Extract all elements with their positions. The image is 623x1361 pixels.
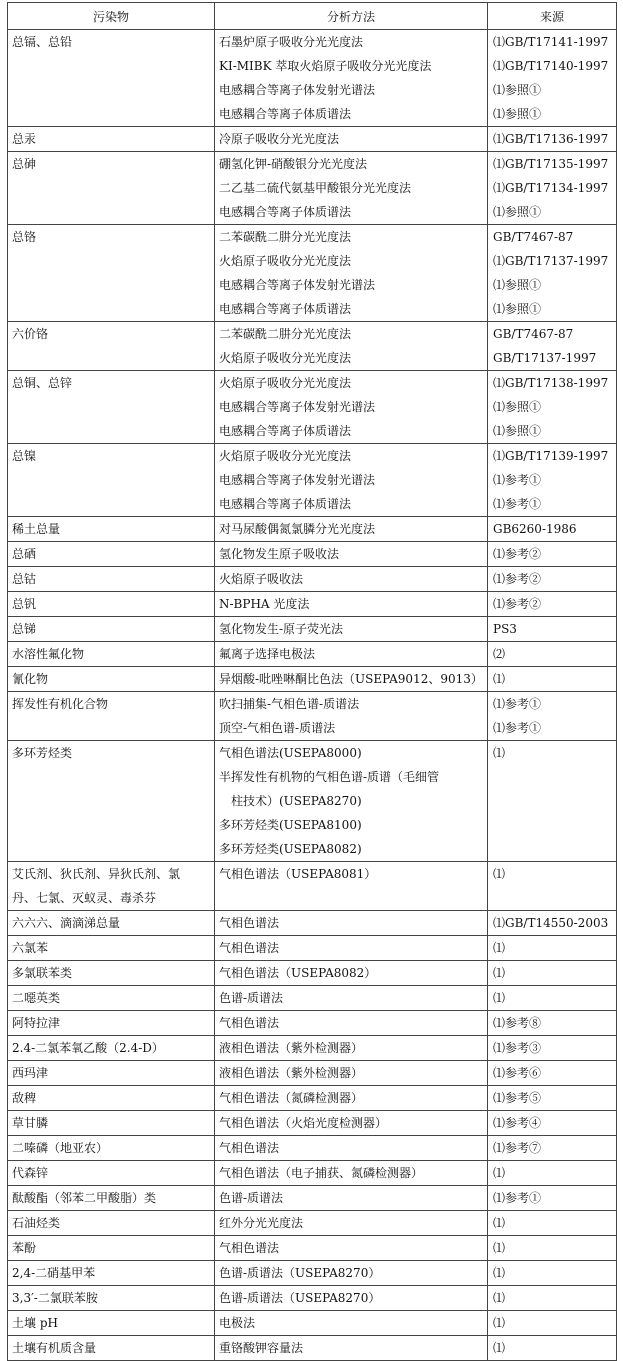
table-row [8,1036,617,1061]
pollutant-line: 2,4-二硝基甲苯 [12,1266,96,1280]
pollutant-cell [8,1011,215,1036]
pollutant-line: 代森锌 [12,1166,49,1180]
source-line: ⑴ [493,672,506,686]
header-method: 分析方法 [215,3,488,30]
source-line: ⑴参考② [493,547,542,561]
pollutant-line: 稀土总量 [12,522,61,536]
source-cell [488,152,617,225]
table-row [8,692,617,741]
table-row [8,567,617,592]
method-cell [215,1236,488,1261]
source-line: ⑴参考① [493,697,542,711]
method-cell [215,741,488,862]
pollutant-line: 土壤 pH [12,1316,58,1330]
source-line: ⑴参考⑤ [493,1091,542,1105]
pollutant-cell [8,567,215,592]
method-cell [215,30,488,127]
pollutant-line: 挥发性有机化合物 [12,697,109,711]
method-cell [215,225,488,322]
source-cell [488,1136,617,1161]
method-cell [215,517,488,542]
pollutant-cell [8,911,215,936]
method-line: 二乙基二硫代氨基甲酸银分光光度法 [219,181,412,195]
pollutant-line: 多氯联苯类 [12,966,73,980]
method-line: 柱技术）(USEPA8270) [231,794,362,808]
source-cell [488,517,617,542]
source-line: ⑴ [493,867,506,881]
pollutant-cell [8,1086,215,1111]
method-line: 电感耦合等离子体发射光谱法 [219,83,376,97]
method-line: 液相色谱法（紫外检测器） [219,1066,364,1080]
pollutant-cell [8,1211,215,1236]
method-line: 电感耦合等离子体质谱法 [219,205,352,219]
pollutant-line: 总铬 [12,230,37,244]
method-line: 顶空-气相色谱-质谱法 [219,721,336,735]
table-row [8,127,617,152]
method-cell [215,444,488,517]
table-row [8,1211,617,1236]
table-row [8,1011,617,1036]
pollutant-cell [8,1261,215,1286]
source-cell [488,1236,617,1261]
pollutant-line: 阿特拉津 [12,1016,61,1030]
pollutant-line: 总砷 [12,157,37,171]
source-cell [488,444,617,517]
method-cell [215,617,488,642]
table-row [8,592,617,617]
source-line: ⑴参照① [493,400,542,414]
pollutant-cell [8,1061,215,1086]
pollutant-cell [8,1111,215,1136]
method-cell [215,152,488,225]
table-row [8,642,617,667]
pollutant-line: 总钒 [12,597,37,611]
pollutant-line: 氰化物 [12,672,49,686]
method-line: 石墨炉原子吸收分光光度法 [219,35,364,49]
source-line: ⑴ [493,1241,506,1255]
source-line: ⑴GB/T17136-1997 [493,132,609,146]
source-cell [488,911,617,936]
source-line: ⑴参考① [493,721,542,735]
source-cell [488,371,617,444]
source-line: ⑴GB/T17134-1997 [493,181,609,195]
method-line: 电感耦合等离子体发射光谱法 [219,400,376,414]
source-cell [488,592,617,617]
method-line: 电感耦合等离子体发射光谱法 [219,278,376,292]
source-cell [488,1311,617,1336]
source-cell [488,986,617,1011]
source-line: ⑴参考③ [493,1041,542,1055]
method-line: 气相色谱法 [219,916,280,930]
source-line: ⑵ [493,647,506,661]
source-line: ⑴参考⑥ [493,1066,542,1080]
method-line: 气相色谱法（USEPA8081） [219,867,377,881]
source-line: ⑴参照① [493,302,542,316]
method-cell [215,1286,488,1311]
source-line: ⑴GB/T17135-1997 [493,157,609,171]
method-line: 二苯碳酰二肼分光光度法 [219,230,352,244]
source-line: ⑴ [493,1341,506,1355]
pollutant-line: 六氯苯 [12,941,49,955]
pollutant-cell [8,936,215,961]
source-line: ⑴ [493,1216,506,1230]
method-cell [215,911,488,936]
method-cell [215,371,488,444]
source-cell [488,936,617,961]
table-row [8,1236,617,1261]
table-row [8,322,617,371]
table-row [8,1261,617,1286]
pollutant-line: 3,3′-二氯联苯胺 [12,1291,98,1305]
header-pollutant: 污染物 [8,3,215,30]
source-line: ⑴参照① [493,278,542,292]
method-line: 气相色谱法 [219,941,280,955]
source-line: ⑴参考① [493,473,542,487]
pollutant-line: 艾氏剂、狄氏剂、异狄氏剂、氯 [12,867,181,881]
pollutant-cell [8,1186,215,1211]
method-line: 电极法 [219,1316,256,1330]
method-line: KI-MIBK 萃取火焰原子吸收分光光度法 [219,59,432,73]
method-line: 电感耦合等离子体质谱法 [219,107,352,121]
table-row [8,1136,617,1161]
method-line: 对马尿酸偶氮氯膦分光光度法 [219,522,376,536]
source-line: ⑴参考② [493,597,542,611]
pollutant-line: 草甘膦 [12,1116,49,1130]
source-cell [488,1011,617,1036]
method-line: 电感耦合等离子体质谱法 [219,302,352,316]
method-cell [215,1011,488,1036]
pollutant-cell [8,667,215,692]
source-line: GB6260-1986 [493,522,577,536]
table-row [8,617,617,642]
method-line: 氢化物发生-原子荧光法 [219,622,344,636]
pollutant-line: 总铜、总锌 [12,376,73,390]
pollutant-cell [8,127,215,152]
table-row [8,1111,617,1136]
method-cell [215,862,488,911]
source-cell [488,225,617,322]
method-cell [215,542,488,567]
pollutant-cell [8,741,215,862]
table-row [8,1186,617,1211]
pollutant-line: 西玛津 [12,1066,49,1080]
method-line: 色谱-质谱法（USEPA8270） [219,1291,381,1305]
source-line: ⑴参照① [493,205,542,219]
source-line: ⑴ [493,1316,506,1330]
pollutant-line: 二噁英类 [12,991,61,1005]
pollutant-line: 丹、七氯、灭蚁灵、毒杀芬 [12,891,157,905]
table-row [8,444,617,517]
pollutant-cell [8,1236,215,1261]
source-line: ⑴参考④ [493,1116,542,1130]
source-line: ⑴参考⑧ [493,1016,542,1030]
source-cell [488,127,617,152]
pollutant-line: 总镍 [12,449,37,463]
pollutant-line: 六六六、滴滴涕总量 [12,916,121,930]
source-cell [488,1186,617,1211]
table-row [8,371,617,444]
pollutant-cell [8,1136,215,1161]
pollutant-line: 多环芳烃类 [12,746,73,760]
source-line: ⑴参考① [493,497,542,511]
method-line: 硼氢化钾-硝酸银分光光度法 [219,157,368,171]
pollutant-cell [8,30,215,127]
source-line: ⑴GB/T14550-2003 [493,916,609,930]
method-line: 气相色谱法 [219,1141,280,1155]
method-line: 气相色谱法 [219,1016,280,1030]
source-cell [488,617,617,642]
pollutant-line: 总镉、总铅 [12,35,73,49]
table-row [8,152,617,225]
method-cell [215,127,488,152]
method-cell [215,986,488,1011]
table-row [8,1086,617,1111]
method-cell [215,1161,488,1186]
method-cell [215,592,488,617]
method-line: 电感耦合等离子体质谱法 [219,497,352,511]
method-line: 火焰原子吸收分光光度法 [219,254,352,268]
method-line: 红外分光光度法 [219,1216,304,1230]
source-cell [488,1261,617,1286]
method-line: 火焰原子吸收分光光度法 [219,351,352,365]
method-line: 重铬酸钾容量法 [219,1341,304,1355]
source-line: ⑴ [493,941,506,955]
method-line: 电感耦合等离子体发射光谱法 [219,473,376,487]
table-header-row [8,3,617,30]
pollutant-line: 总钴 [12,572,37,586]
method-line: 吹扫捕集-气相色谱-质谱法 [219,697,360,711]
table-row [8,911,617,936]
method-line: 气相色谱法（电子捕获、氮磷检测器） [219,1166,424,1180]
method-line: 二苯碳酰二肼分光光度法 [219,327,352,341]
source-cell [488,1336,617,1361]
pollutant-cell [8,642,215,667]
table-row [8,1061,617,1086]
source-cell [488,1161,617,1186]
method-cell [215,1261,488,1286]
table-row [8,1336,617,1361]
source-line: ⑴ [493,746,506,760]
source-cell [488,667,617,692]
source-cell [488,862,617,911]
pollutant-line: 酞酸酯（邻苯二甲酸脂）类 [12,1191,157,1205]
method-line: N-BPHA 光度法 [219,597,310,611]
source-cell [488,542,617,567]
pollutant-cell [8,542,215,567]
source-line: ⑴参考① [493,1191,542,1205]
source-cell [488,961,617,986]
table-row [8,30,617,127]
method-cell [215,1086,488,1111]
source-line: ⑴GB/T17141-1997 [493,35,609,49]
source-cell [488,692,617,741]
pollutant-cell [8,517,215,542]
source-line: ⑴GB/T17140-1997 [493,59,609,73]
table-row [8,986,617,1011]
method-line: 火焰原子吸收法 [219,572,304,586]
method-line: 半挥发性有机物的气相色谱-质谱（毛细管 [219,770,440,784]
method-cell [215,1136,488,1161]
source-cell [488,642,617,667]
method-cell [215,642,488,667]
source-cell [488,567,617,592]
source-line: ⑴ [493,1266,506,1280]
method-line: 电感耦合等离子体质谱法 [219,424,352,438]
method-cell [215,1111,488,1136]
pollutant-methods-table [7,2,617,1361]
pollutant-line: 二嗪磷（地亚农） [12,1141,109,1155]
source-line: ⑴参考② [493,572,542,586]
method-line: 色谱-质谱法 [219,991,284,1005]
source-line: ⑴参照① [493,83,542,97]
method-line: 多环芳烃类(USEPA8100) [219,818,362,832]
source-cell [488,1286,617,1311]
table-row [8,542,617,567]
pollutant-cell [8,371,215,444]
pollutant-cell [8,961,215,986]
method-cell [215,1186,488,1211]
table-row [8,1311,617,1336]
method-cell [215,667,488,692]
method-cell [215,692,488,741]
pollutant-cell [8,1286,215,1311]
pollutant-line: 苯酚 [12,1241,37,1255]
method-line: 液相色谱法（紫外检测器） [219,1041,364,1055]
source-cell [488,30,617,127]
source-line: GB/T7467-87 [493,230,574,244]
source-line: ⑴ [493,966,506,980]
source-cell [488,322,617,371]
pollutant-line: 总锑 [12,622,37,636]
source-cell [488,1061,617,1086]
pollutant-cell [8,1336,215,1361]
method-line: 异烟酸-吡唑啉酮比色法（USEPA9012、9013） [219,672,483,686]
pollutant-line: 石油烃类 [12,1216,61,1230]
method-line: 色谱-质谱法 [219,1191,284,1205]
pollutant-cell [8,1036,215,1061]
method-cell [215,961,488,986]
source-line: ⑴GB/T17139-1997 [493,449,609,463]
method-line: 冷原子吸收分光光度法 [219,132,340,146]
table-row [8,225,617,322]
method-line: 气相色谱法 [219,1241,280,1255]
source-cell [488,1211,617,1236]
method-line: 气相色谱法(USEPA8000) [219,746,362,760]
method-line: 气相色谱法（氮磷检测器） [219,1091,364,1105]
source-line: GB/T17137-1997 [493,351,597,365]
table-row [8,517,617,542]
pollutant-line: 水溶性氟化物 [12,647,85,661]
source-cell [488,1086,617,1111]
source-line: ⑴GB/T17138-1997 [493,376,609,390]
source-line: PS3 [493,622,517,636]
pollutant-cell [8,1161,215,1186]
method-line: 氟离子选择电极法 [219,647,316,661]
method-line: 火焰原子吸收分光光度法 [219,376,352,390]
table-row [8,667,617,692]
pollutant-cell [8,592,215,617]
method-cell [215,567,488,592]
source-line: ⑴ [493,1166,506,1180]
pollutant-line: 敌稗 [12,1091,37,1105]
pollutant-cell [8,444,215,517]
source-line: ⑴参照① [493,424,542,438]
pollutant-cell [8,1311,215,1336]
method-cell [215,1311,488,1336]
table-row [8,936,617,961]
source-line: ⑴GB/T17137-1997 [493,254,609,268]
method-cell [215,1211,488,1236]
table-row [8,862,617,911]
source-cell [488,1036,617,1061]
method-cell [215,1061,488,1086]
pollutant-line: 土壤有机质含量 [12,1341,97,1355]
method-line: 气相色谱法（火焰光度检测器） [219,1116,388,1130]
method-line: 氢化物发生原子吸收法 [219,547,340,561]
pollutant-cell [8,862,215,911]
pollutant-cell [8,692,215,741]
pollutant-line: 总硒 [12,547,37,561]
pollutant-line: 2.4-二氯苯氧乙酸（2.4-D） [12,1041,164,1055]
table-row [8,1161,617,1186]
method-cell [215,1336,488,1361]
source-line: GB/T7467-87 [493,327,574,341]
method-cell [215,936,488,961]
method-line: 多环芳烃类(USEPA8082) [219,842,362,856]
pollutant-cell [8,322,215,371]
pollutant-cell [8,986,215,1011]
source-cell [488,741,617,862]
table-row [8,961,617,986]
table-row [8,1286,617,1311]
source-line: ⑴参考⑦ [493,1141,542,1155]
method-line: 火焰原子吸收分光光度法 [219,449,352,463]
header-source: 来源 [488,3,617,30]
source-line: ⑴ [493,991,506,1005]
pollutant-cell [8,617,215,642]
method-cell [215,322,488,371]
source-line: ⑴ [493,1291,506,1305]
pollutant-cell [8,225,215,322]
pollutant-line: 总汞 [12,132,37,146]
pollutant-line: 六价铬 [12,327,49,341]
source-line: ⑴参照① [493,107,542,121]
method-cell [215,1036,488,1061]
method-line: 气相色谱法（USEPA8082） [219,966,377,980]
source-cell [488,1111,617,1136]
pollutant-cell [8,152,215,225]
method-line: 色谱-质谱法（USEPA8270） [219,1266,381,1280]
table-row [8,741,617,862]
